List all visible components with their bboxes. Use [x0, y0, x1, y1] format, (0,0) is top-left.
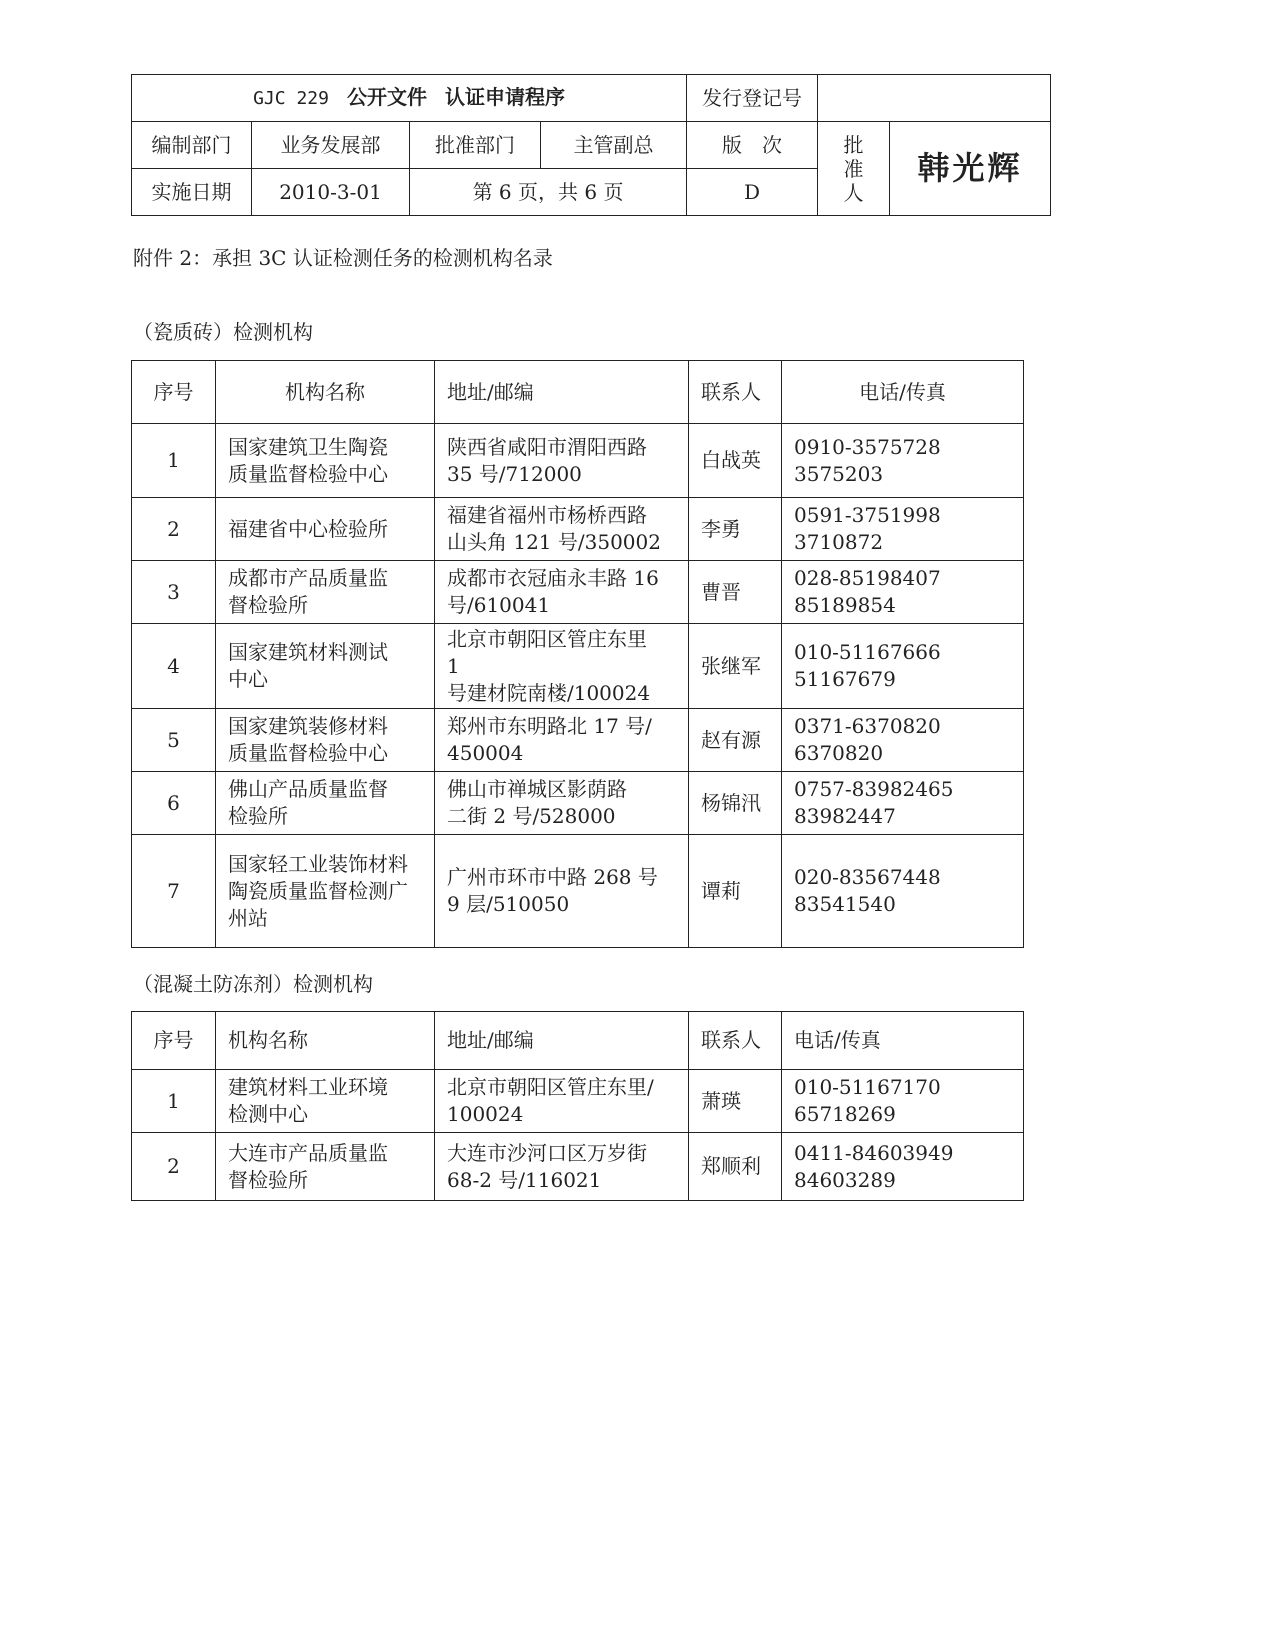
approve-dept-value: 主管副总	[541, 122, 687, 169]
row-number: 2	[132, 1133, 216, 1201]
row-number: 5	[132, 709, 216, 772]
phone-fax: 0910-3575728 3575203	[782, 424, 1024, 498]
dept-label: 编制部门	[132, 122, 252, 169]
column-header: 联系人	[689, 1012, 782, 1070]
table-row	[132, 1070, 1024, 1133]
table-row	[132, 1133, 1024, 1201]
institution-address: 北京市朝阳区管庄东里 1 号建材院南楼/100024	[435, 624, 689, 709]
row-number: 6	[132, 772, 216, 835]
attachment-title: 附件 2：承担 3C 认证检测任务的检测机构名录	[133, 246, 553, 270]
issue-reg-value	[818, 75, 1051, 122]
institution-address: 北京市朝阳区管庄东里/ 100024	[435, 1070, 689, 1133]
institution-address: 陕西省咸阳市渭阳西路 35 号/712000	[435, 424, 689, 498]
contact-person: 赵有源	[689, 709, 782, 772]
section-caption-tiles: （瓷质砖）检测机构	[133, 320, 313, 344]
column-header: 机构名称	[216, 361, 435, 424]
institution-name: 佛山产品质量监督 检验所	[216, 772, 435, 835]
phone-fax: 028-85198407 85189854	[782, 561, 1024, 624]
institution-name: 国家建筑卫生陶瓷 质量监督检验中心	[216, 424, 435, 498]
approver-label: 批 准 人	[818, 122, 890, 216]
column-header: 地址/邮编	[435, 1012, 689, 1070]
institution-name: 国家建筑材料测试 中心	[216, 624, 435, 709]
document-header-table	[131, 74, 1051, 216]
phone-fax: 0411-84603949 84603289	[782, 1133, 1024, 1201]
contact-person: 李勇	[689, 498, 782, 561]
contact-person: 白战英	[689, 424, 782, 498]
issue-reg-label: 发行登记号	[687, 75, 818, 122]
table-header-row	[132, 361, 1024, 424]
institution-address: 福建省福州市杨桥西路 山头角 121 号/350002	[435, 498, 689, 561]
approve-dept-label: 批准部门	[410, 122, 541, 169]
table-row	[132, 772, 1024, 835]
contact-person: 曹晋	[689, 561, 782, 624]
institution-name: 国家建筑装修材料 质量监督检验中心	[216, 709, 435, 772]
phone-fax: 0371-6370820 6370820	[782, 709, 1024, 772]
institution-name: 大连市产品质量监 督检验所	[216, 1133, 435, 1201]
document-type: 公开文件	[346, 85, 427, 109]
column-header: 机构名称	[216, 1012, 435, 1070]
row-number: 4	[132, 624, 216, 709]
row-number: 1	[132, 1070, 216, 1133]
document-code: GJC 229	[253, 88, 329, 109]
row-number: 2	[132, 498, 216, 561]
dept-value: 业务发展部	[252, 122, 410, 169]
column-header: 序号	[132, 361, 216, 424]
row-number: 7	[132, 835, 216, 948]
institution-address: 郑州市东明路北 17 号/ 450004	[435, 709, 689, 772]
institution-address: 佛山市禅城区影荫路 二街 2 号/528000	[435, 772, 689, 835]
date-label: 实施日期	[132, 169, 252, 216]
institution-name: 成都市产品质量监 督检验所	[216, 561, 435, 624]
institution-name: 福建省中心检验所	[216, 498, 435, 561]
antifreeze-institution-table	[131, 1011, 1024, 1201]
table-row	[132, 561, 1024, 624]
phone-fax: 010-51167170 65718269	[782, 1070, 1024, 1133]
phone-fax: 010-51167666 51167679	[782, 624, 1024, 709]
row-number: 3	[132, 561, 216, 624]
page-info: 第 6 页，共 6 页	[410, 169, 687, 216]
contact-person: 郑顺利	[689, 1133, 782, 1201]
contact-person: 谭莉	[689, 835, 782, 948]
row-number: 1	[132, 424, 216, 498]
column-header: 联系人	[689, 361, 782, 424]
institution-address: 广州市环市中路 268 号 9 层/510050	[435, 835, 689, 948]
table-header-row	[132, 1012, 1024, 1070]
contact-person: 萧瑛	[689, 1070, 782, 1133]
column-header: 电话/传真	[782, 1012, 1024, 1070]
column-header: 地址/邮编	[435, 361, 689, 424]
table-row	[132, 424, 1024, 498]
edition-label: 版 次	[687, 122, 818, 169]
section-caption-antifreeze: （混凝土防冻剂）检测机构	[133, 972, 373, 996]
table-row	[132, 498, 1024, 561]
institution-name: 国家轻工业装饰材料 陶瓷质量监督检测广 州站	[216, 835, 435, 948]
contact-person: 杨锦汛	[689, 772, 782, 835]
tiles-institution-table	[131, 360, 1024, 948]
approver-signature: 韩光辉	[890, 122, 1051, 216]
institution-address: 成都市衣冠庙永丰路 16 号/610041	[435, 561, 689, 624]
document-title-cell	[132, 75, 687, 122]
table-row	[132, 624, 1024, 709]
contact-person: 张继军	[689, 624, 782, 709]
edition-value: D	[687, 169, 818, 216]
table-row	[132, 709, 1024, 772]
table-row	[132, 835, 1024, 948]
institution-address: 大连市沙河口区万岁街 68-2 号/116021	[435, 1133, 689, 1201]
column-header: 序号	[132, 1012, 216, 1070]
column-header: 电话/传真	[782, 361, 1024, 424]
phone-fax: 0591-3751998 3710872	[782, 498, 1024, 561]
institution-name: 建筑材料工业环境 检测中心	[216, 1070, 435, 1133]
document-title: 认证申请程序	[444, 85, 565, 109]
date-value: 2010-3-01	[252, 169, 410, 216]
phone-fax: 0757-83982465 83982447	[782, 772, 1024, 835]
phone-fax: 020-83567448 83541540	[782, 835, 1024, 948]
